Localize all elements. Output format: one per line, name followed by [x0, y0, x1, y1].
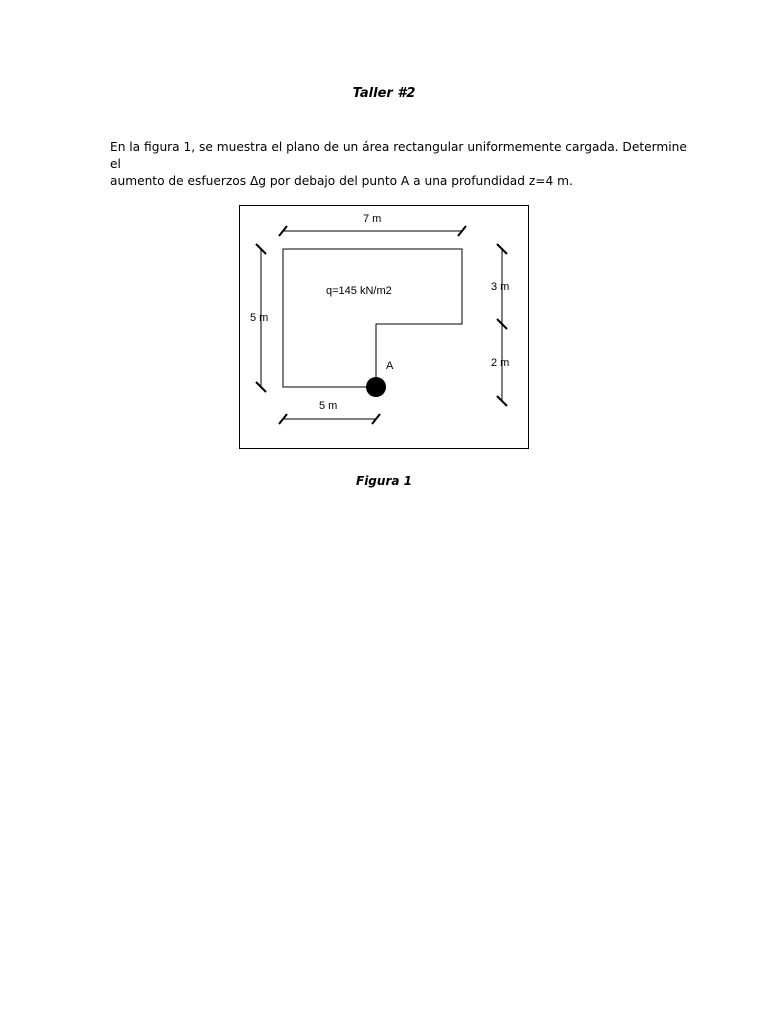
statement-line: aumento de esfuerzos Δg por debajo del punto A a una profundidad z=4 m.: [110, 174, 573, 188]
dimension-top-label: 7 m: [363, 213, 382, 225]
dimension-right-lower-label: 2 m: [491, 357, 510, 369]
statement-line: el: [110, 157, 121, 171]
load-intensity-label: q=145 kN/m2: [326, 285, 392, 297]
dimension-left-label: 5 m: [250, 312, 269, 324]
point-a-marker: [366, 377, 386, 397]
dimension-top: [279, 226, 466, 236]
point-a-label: A: [386, 360, 394, 372]
statement-line: En la figura 1, se muestra el plano de un área rectangular uniformemente cargada. Determine: [110, 140, 687, 154]
dimension-bottom: [279, 414, 380, 424]
document-title: Taller #2: [352, 86, 416, 101]
figure-caption: Figura 1: [356, 474, 412, 488]
loaded-area-outline: [283, 249, 462, 387]
dimension-right: [497, 244, 507, 406]
load-area-diagram: [240, 206, 528, 448]
problem-statement: [110, 139, 687, 190]
figure-1-frame: [239, 205, 529, 449]
dimension-right-upper-label: 3 m: [491, 281, 510, 293]
dimension-bottom-label: 5 m: [319, 400, 338, 412]
